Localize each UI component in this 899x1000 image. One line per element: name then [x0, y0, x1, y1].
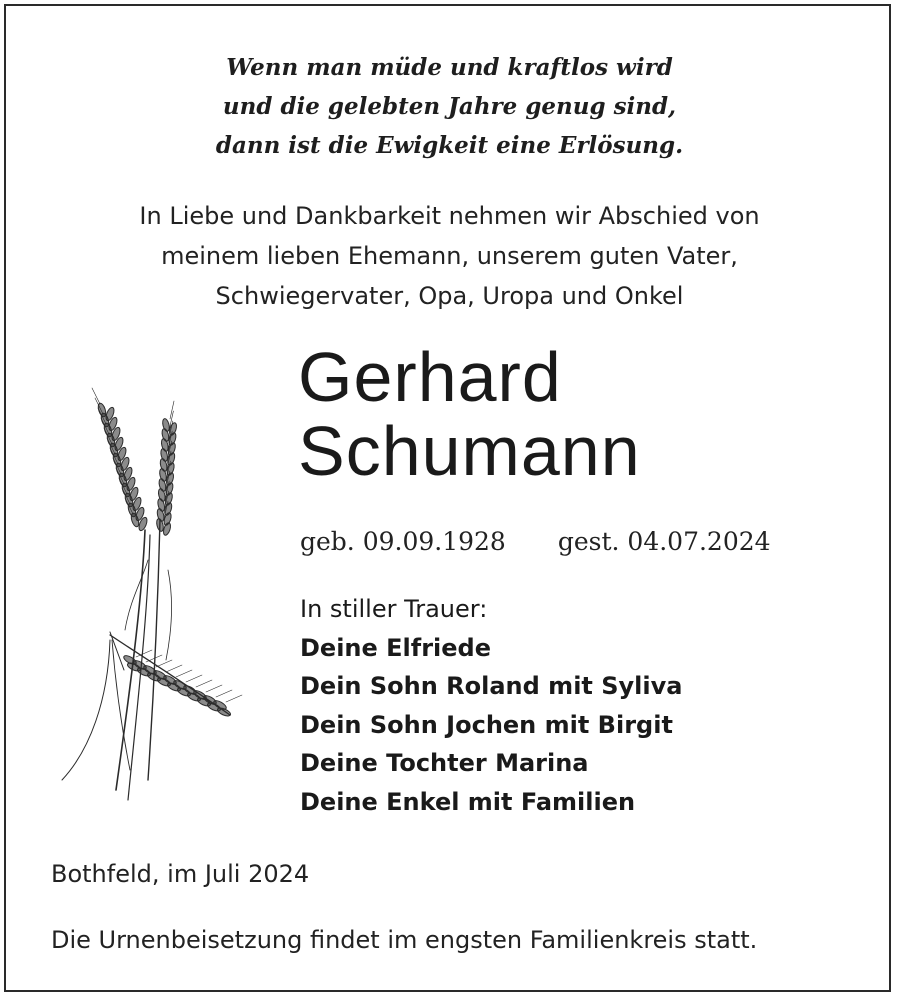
mourners-lead: In stiller Trauer: — [300, 595, 488, 623]
intro-line-3: Schwiegervater, Opa, Uropa und Onkel — [215, 282, 684, 310]
mourner-name: Deine Enkel mit Familien — [300, 787, 636, 816]
mourner-name: Dein Sohn Roland mit Syliva — [300, 672, 683, 700]
intro-line-2: meinem lieben Ehemann, unserem guten Vater, — [161, 242, 738, 270]
place-date: Bothfeld, im Juli 2024 — [51, 860, 310, 888]
mourner-name: Dein Sohn Jochen mit Birgit — [300, 710, 673, 739]
life-dates — [300, 524, 771, 560]
wheat-stalks-icon — [50, 370, 250, 820]
burial-notice: Die Urnenbeisetzung findet im engsten Familienkreis statt. — [51, 926, 758, 954]
motto-line-2: und die gelebten Jahre genug sind, — [222, 93, 677, 120]
motto-line-3: dann ist die Ewigkeit eine Erlösung. — [215, 132, 684, 159]
motto-line-1: Wenn man müde und kraftlos wird — [226, 54, 673, 81]
deceased-last-name: Schumann — [298, 412, 641, 490]
intro-line-1: In Liebe und Dankbarkeit nehmen wir Abschied von — [139, 202, 760, 230]
farewell-intro — [0, 196, 899, 316]
mourners-list — [300, 590, 682, 821]
deceased-first-name: Gerhard — [298, 338, 562, 416]
mourner-name: Deine Elfriede — [300, 633, 492, 662]
death-date: gest. 04.07.2024 — [557, 527, 771, 556]
mourner-name: Deine Tochter Marina — [300, 749, 589, 777]
birth-date: geb. 09.09.1928 — [300, 527, 506, 556]
motto-verse — [0, 48, 899, 165]
deceased-name — [298, 340, 641, 488]
